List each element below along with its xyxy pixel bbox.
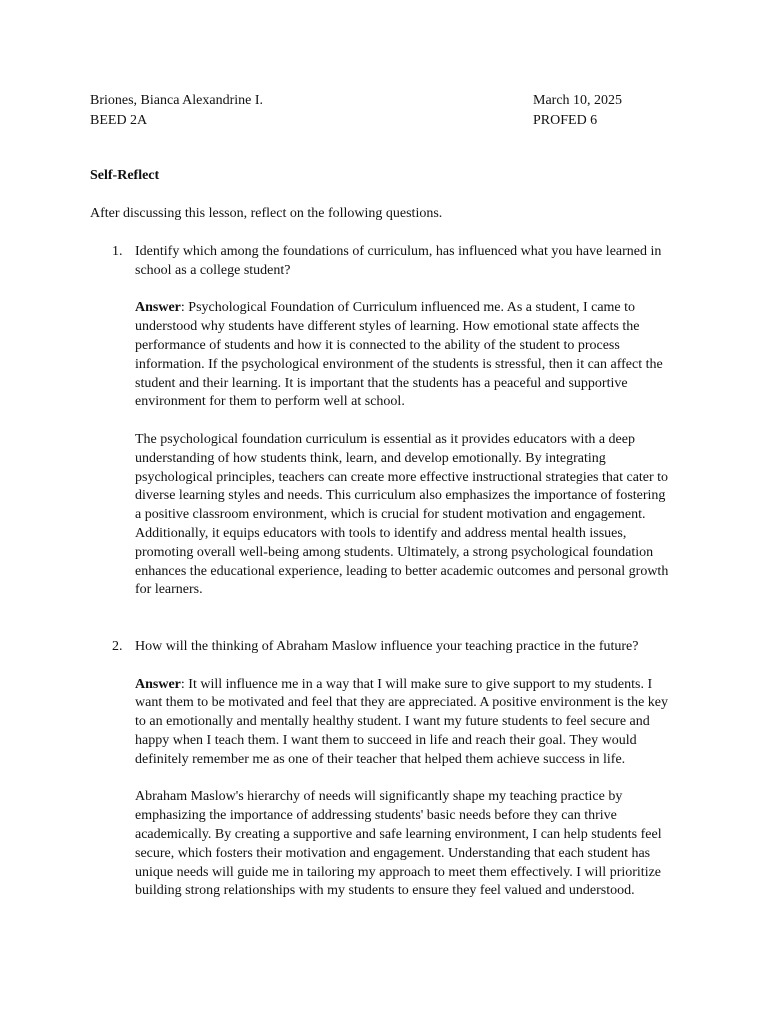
header-row-1 <box>90 92 690 112</box>
submission-date: March 10, 2025 <box>533 93 623 108</box>
question-number: 1. <box>112 244 123 259</box>
elaboration-paragraph: Abraham Maslow's hierarchy of needs will significantly shape my teaching practice by emphasizing the importance of addressing students' basic needs before they can thrive academically. By creating a supportive and safe learning environment, I can help students feel secure, which fosters their motivation and engagement. Understanding that each student has unique needs will guide me in tailoring my approach to meet them effectively. I will prioritize building strong relationships with my students to ensure they feel valued and understood. <box>135 789 662 899</box>
question-item <box>112 243 672 600</box>
class-section: BEED 2A <box>90 113 148 128</box>
question-text: How will the thinking of Abraham Maslow influence your teaching practice in the future? <box>135 639 639 654</box>
student-name: Briones, Bianca Alexandrine I. <box>90 93 264 108</box>
answer-text: : It will influence me in a way that I will make sure to give support to my students. I want them to be motivated and feel that they are appreciated. A positive environment is the key to an emotionally and mentally healthy student. I want my future students to feel secure and happy when I teach them. I want them to succeed in life and reach their goal. They would definitely remember me as one of their teacher that helped them achieve success in life. <box>135 676 668 767</box>
page-title: Self-Reflect <box>90 168 160 183</box>
question-item <box>112 638 672 901</box>
elaboration-paragraph: The psychological foundation curriculum is essential as it provides educators with a deep understanding of how students think, learn, and develop emotionally. By integrating psychological principles, teachers can create more effective instructional strategies that cater to diverse learning styles and needs. This curriculum also emphasizes the importance of fostering a positive classroom environment, which is crucial for student motivation and engagement. Additionally, it equips educators with tools to identify and address mental health issues, promoting overall well-being among students. Ultimately, a strong psychological foundation enhances the educational experience, leading to better academic outcomes and personal growth for learners. <box>135 431 669 598</box>
answer-label: Answer <box>135 676 181 692</box>
header-row-2 <box>90 112 690 132</box>
document-header <box>90 92 690 132</box>
answer-label: Answer <box>135 300 181 316</box>
intro-text: After discussing this lesson, reflect on the following questions. <box>90 206 443 221</box>
answer-paragraph <box>135 299 672 412</box>
answer-text: : Psychological Foundation of Curriculum influenced me. As a student, I came to understood why students have different styles of learning. How emotional state affects the performance of students and how it is connected to the ability of the student to process information. If the psychological environment of the students is stressful, then it can affect the student and their learning. It is important that the students has a peaceful and supportive environment for them to perform well at school. <box>135 300 663 410</box>
question-text: Identify which among the foundations of curriculum, has influenced what you have learned in school as a college student? <box>135 244 662 278</box>
question-number: 2. <box>112 639 123 654</box>
answer-paragraph <box>135 676 672 770</box>
course-code: PROFED 6 <box>533 113 598 128</box>
